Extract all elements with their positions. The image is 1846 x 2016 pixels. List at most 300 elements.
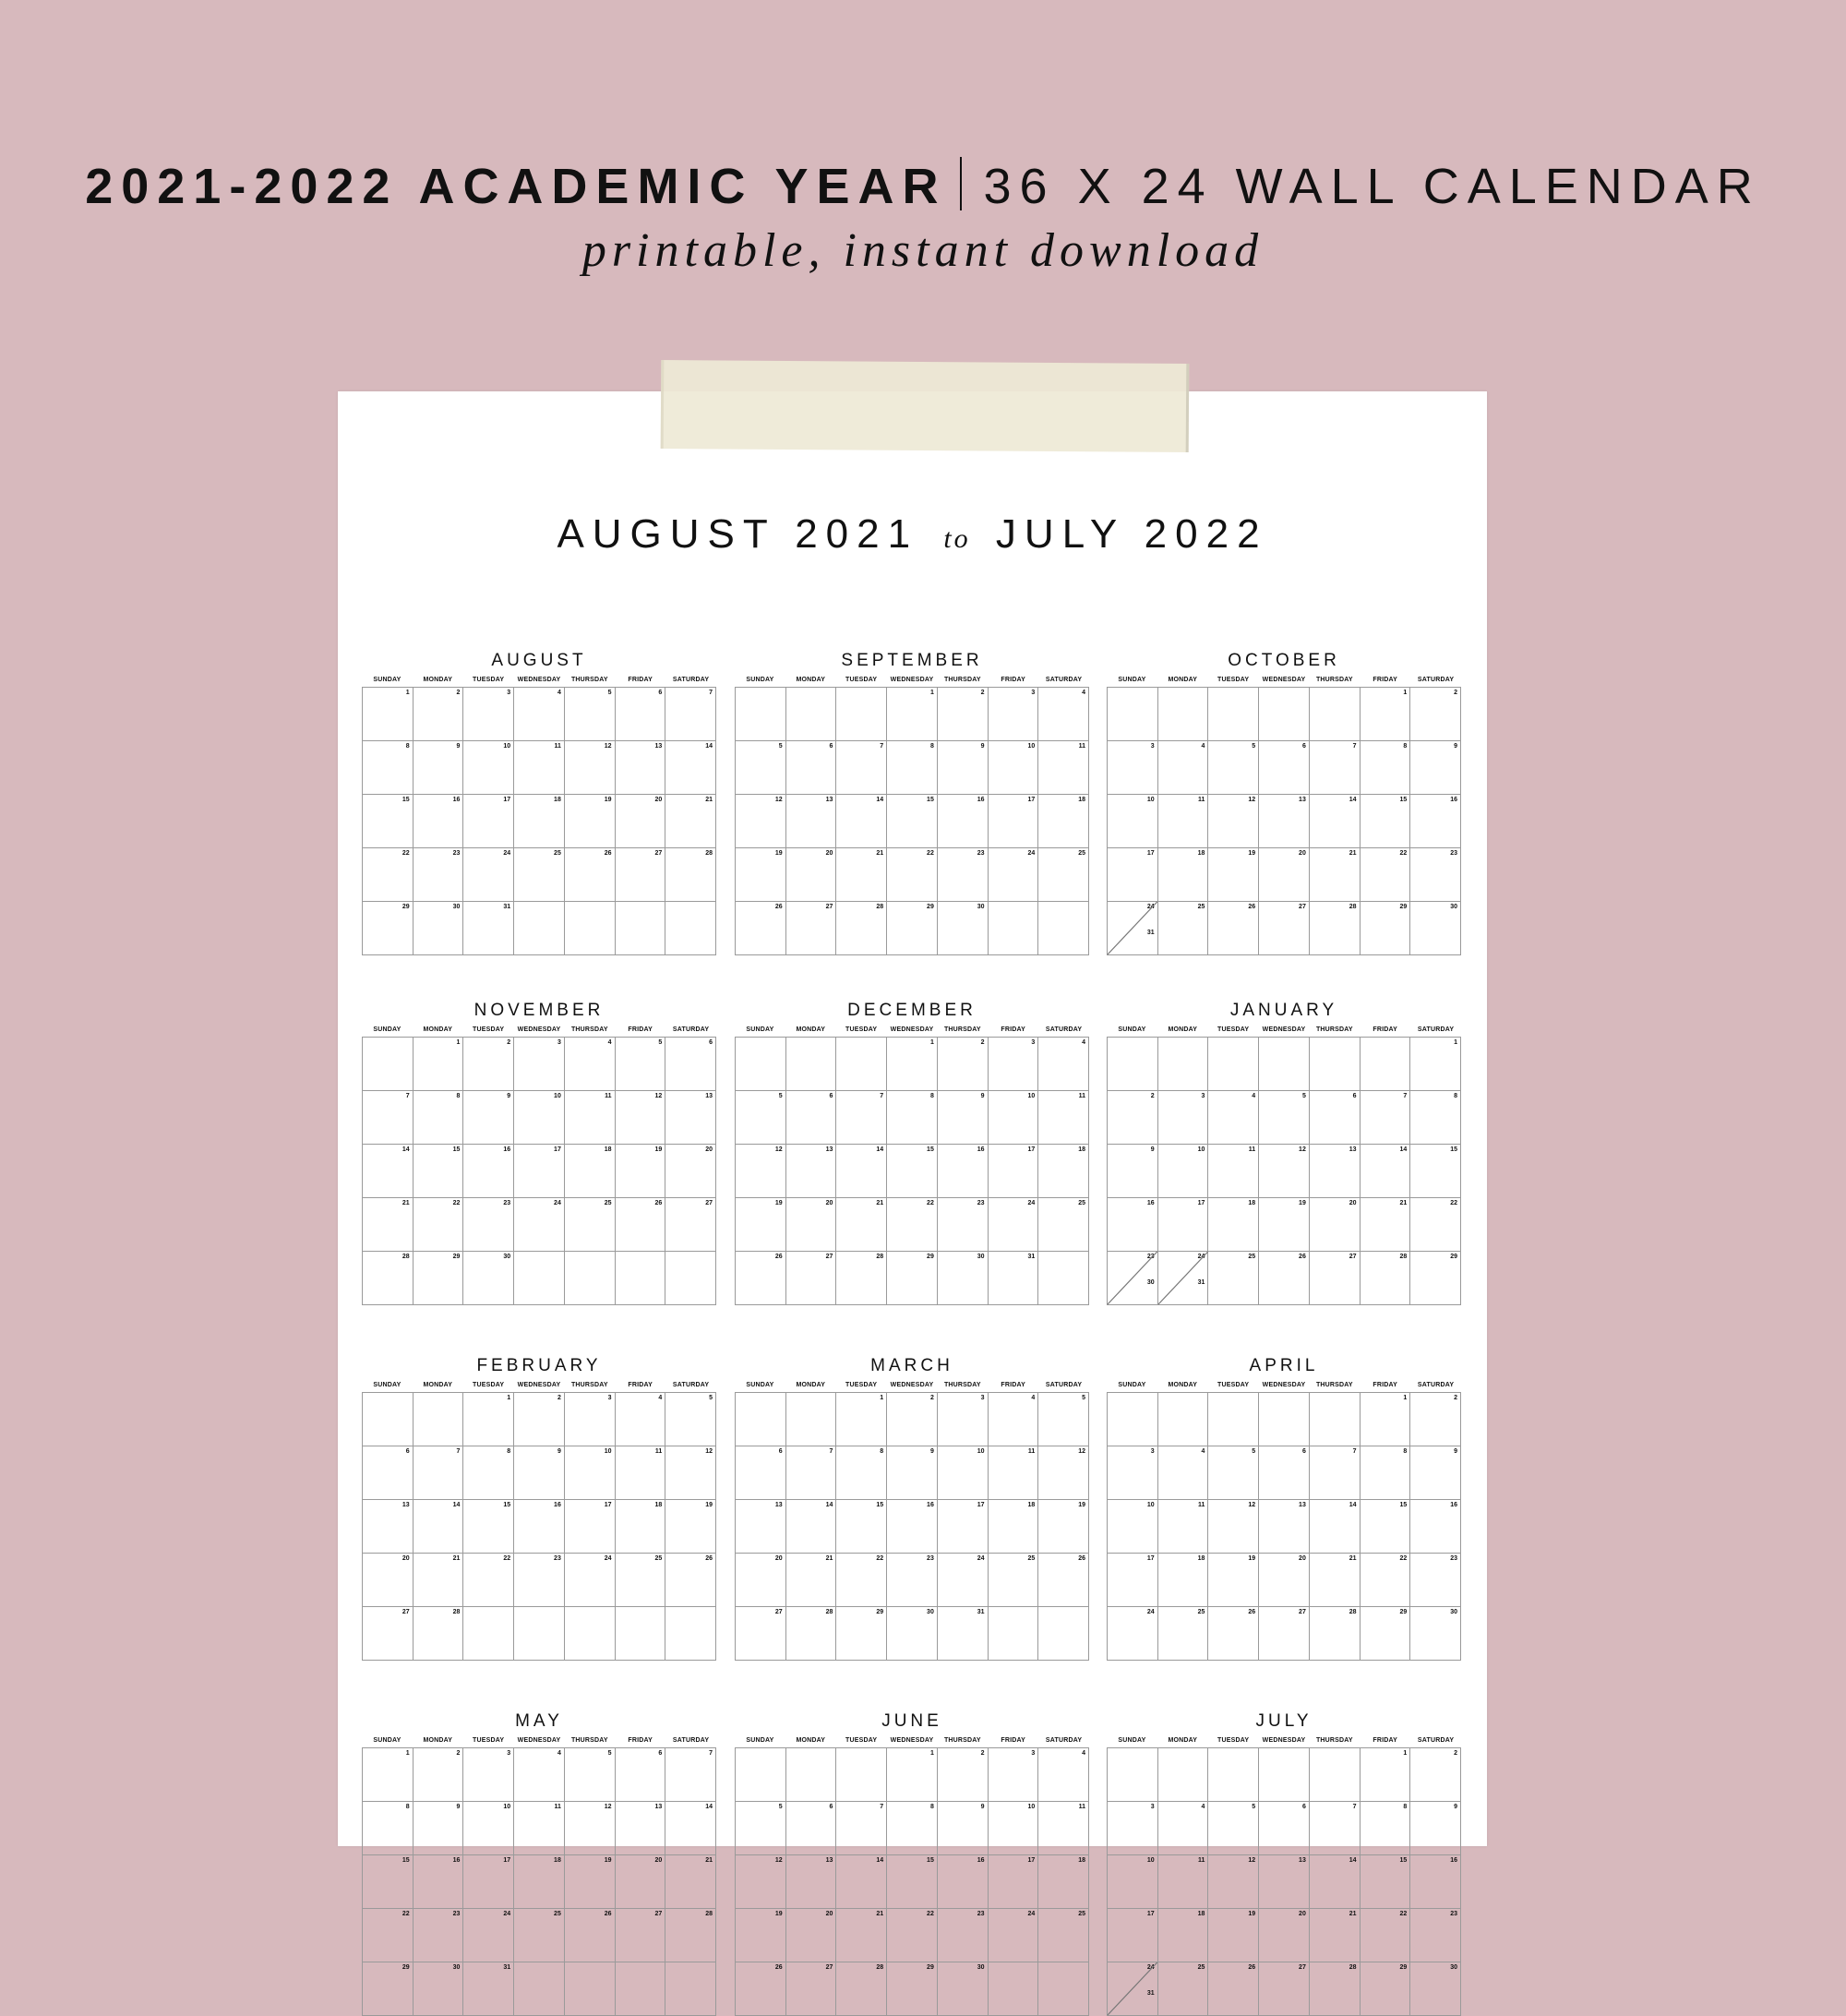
day-cell[interactable] [514,1198,565,1252]
day-cell[interactable] [1038,1802,1089,1855]
day-cell[interactable] [665,795,716,848]
day-cell[interactable] [616,795,666,848]
day-cell[interactable] [736,1909,786,1962]
day-cell[interactable] [463,1145,514,1198]
day-cell[interactable] [463,1748,514,1802]
day-cell[interactable] [887,1554,938,1607]
day-cell[interactable] [1259,848,1310,902]
day-cell[interactable] [1310,1500,1361,1554]
day-cell[interactable] [786,848,837,902]
day-cell[interactable] [565,902,616,955]
day-cell[interactable] [1310,1855,1361,1909]
day-cell[interactable] [363,688,414,741]
day-cell[interactable] [616,1393,666,1446]
day-cell[interactable] [736,1855,786,1909]
day-cell[interactable] [1108,1748,1158,1802]
day-cell[interactable] [414,1748,464,1802]
day-cell[interactable] [786,1607,837,1661]
day-cell[interactable] [938,1198,989,1252]
day-cell[interactable] [1410,848,1461,902]
day-cell[interactable] [736,1962,786,2016]
day-cell[interactable] [463,1855,514,1909]
day-cell[interactable] [665,1607,716,1661]
day-cell[interactable] [786,1252,837,1305]
day-cell[interactable] [363,1500,414,1554]
day-cell[interactable] [463,848,514,902]
day-cell[interactable] [1038,741,1089,795]
day-cell[interactable] [514,1446,565,1500]
day-cell[interactable] [786,1909,837,1962]
day-cell[interactable] [1208,1554,1259,1607]
day-cell[interactable] [363,741,414,795]
day-cell[interactable] [514,1855,565,1909]
day-cell[interactable] [363,1393,414,1446]
day-cell[interactable] [1208,1802,1259,1855]
day-cell[interactable] [1108,795,1158,848]
day-cell[interactable] [1310,1091,1361,1145]
day-cell[interactable] [887,1393,938,1446]
day-cell[interactable] [1038,1607,1089,1661]
day-cell[interactable] [1310,1802,1361,1855]
day-cell[interactable] [1259,1802,1310,1855]
day-cell[interactable] [1108,848,1158,902]
day-cell[interactable] [1310,741,1361,795]
day-cell[interactable] [836,741,887,795]
day-cell[interactable] [414,1252,464,1305]
day-cell[interactable] [989,848,1039,902]
day-cell[interactable] [836,1855,887,1909]
day-cell[interactable] [1038,1091,1089,1145]
day-cell[interactable] [989,1855,1039,1909]
day-cell[interactable] [1259,688,1310,741]
day-cell[interactable] [1259,1855,1310,1909]
day-cell[interactable] [463,1393,514,1446]
day-cell[interactable] [989,1909,1039,1962]
day-cell[interactable] [836,1091,887,1145]
day-cell[interactable] [989,1500,1039,1554]
day-cell[interactable] [938,1748,989,1802]
day-cell[interactable] [363,1091,414,1145]
day-cell[interactable] [414,1198,464,1252]
day-cell[interactable] [514,1038,565,1091]
day-cell[interactable] [363,1962,414,2016]
day-cell[interactable] [1108,902,1158,955]
day-cell[interactable] [616,1962,666,2016]
day-cell[interactable] [1259,1252,1310,1305]
day-cell[interactable] [1259,1748,1310,1802]
day-cell[interactable] [665,1145,716,1198]
day-cell[interactable] [887,1038,938,1091]
day-cell[interactable] [736,1446,786,1500]
day-cell[interactable] [565,741,616,795]
day-cell[interactable] [1208,688,1259,741]
day-cell[interactable] [786,1802,837,1855]
day-cell[interactable] [565,1091,616,1145]
day-cell[interactable] [736,1748,786,1802]
day-cell[interactable] [616,902,666,955]
day-cell[interactable] [616,1607,666,1661]
day-cell[interactable] [1410,902,1461,955]
day-cell[interactable] [616,848,666,902]
day-cell[interactable] [1038,1962,1089,2016]
day-cell[interactable] [565,1607,616,1661]
day-cell[interactable] [514,1607,565,1661]
day-cell[interactable] [1410,1802,1461,1855]
day-cell[interactable] [989,1748,1039,1802]
day-cell[interactable] [1310,1554,1361,1607]
day-cell[interactable] [665,1748,716,1802]
day-cell[interactable] [786,1446,837,1500]
day-cell[interactable] [938,1145,989,1198]
day-cell[interactable] [463,1198,514,1252]
day-cell[interactable] [1208,1962,1259,2016]
day-cell[interactable] [565,1748,616,1802]
day-cell[interactable] [836,1802,887,1855]
day-cell[interactable] [514,902,565,955]
day-cell[interactable] [1158,1091,1209,1145]
day-cell[interactable] [1361,848,1411,902]
day-cell[interactable] [665,1500,716,1554]
day-cell[interactable] [938,1252,989,1305]
day-cell[interactable] [363,902,414,955]
day-cell[interactable] [836,1607,887,1661]
day-cell[interactable] [836,848,887,902]
day-cell[interactable] [786,1500,837,1554]
day-cell[interactable] [1158,1500,1209,1554]
day-cell[interactable] [1259,1091,1310,1145]
day-cell[interactable] [1259,1446,1310,1500]
day-cell[interactable] [1038,1393,1089,1446]
day-cell[interactable] [1259,1038,1310,1091]
day-cell[interactable] [887,795,938,848]
day-cell[interactable] [565,1855,616,1909]
day-cell[interactable] [1038,1038,1089,1091]
day-cell[interactable] [887,741,938,795]
day-cell[interactable] [1361,1446,1411,1500]
day-cell[interactable] [1361,1038,1411,1091]
day-cell[interactable] [1410,1091,1461,1145]
day-cell[interactable] [887,1748,938,1802]
day-cell[interactable] [887,1446,938,1500]
day-cell[interactable] [1038,1909,1089,1962]
day-cell[interactable] [414,1962,464,2016]
day-cell[interactable] [887,1607,938,1661]
day-cell[interactable] [938,795,989,848]
day-cell[interactable] [565,795,616,848]
day-cell[interactable] [665,1198,716,1252]
day-cell[interactable] [414,1607,464,1661]
day-cell[interactable] [836,902,887,955]
day-cell[interactable] [1208,848,1259,902]
day-cell[interactable] [1038,1748,1089,1802]
day-cell[interactable] [989,1145,1039,1198]
day-cell[interactable] [1310,1393,1361,1446]
day-cell[interactable] [1410,1748,1461,1802]
day-cell[interactable] [616,1748,666,1802]
day-cell[interactable] [938,1500,989,1554]
day-cell[interactable] [1361,741,1411,795]
day-cell[interactable] [665,1252,716,1305]
day-cell[interactable] [786,1855,837,1909]
day-cell[interactable] [938,1091,989,1145]
day-cell[interactable] [1410,1500,1461,1554]
day-cell[interactable] [1361,1500,1411,1554]
day-cell[interactable] [665,688,716,741]
day-cell[interactable] [514,688,565,741]
day-cell[interactable] [1038,1198,1089,1252]
day-cell[interactable] [836,1748,887,1802]
day-cell[interactable] [514,1091,565,1145]
day-cell[interactable] [1310,688,1361,741]
day-cell[interactable] [414,902,464,955]
day-cell[interactable] [1361,795,1411,848]
day-cell[interactable] [1361,1607,1411,1661]
day-cell[interactable] [363,1554,414,1607]
day-cell[interactable] [616,1554,666,1607]
day-cell[interactable] [989,1252,1039,1305]
day-cell[interactable] [616,1909,666,1962]
day-cell[interactable] [1310,848,1361,902]
day-cell[interactable] [514,848,565,902]
day-cell[interactable] [887,1500,938,1554]
day-cell[interactable] [616,688,666,741]
day-cell[interactable] [616,1446,666,1500]
day-cell[interactable] [836,1145,887,1198]
day-cell[interactable] [736,1252,786,1305]
day-cell[interactable] [1108,1393,1158,1446]
day-cell[interactable] [1208,1252,1259,1305]
day-cell[interactable] [463,1038,514,1091]
day-cell[interactable] [1108,1252,1158,1305]
day-cell[interactable] [1108,1091,1158,1145]
day-cell[interactable] [463,688,514,741]
day-cell[interactable] [665,1855,716,1909]
day-cell[interactable] [565,848,616,902]
day-cell[interactable] [887,1802,938,1855]
day-cell[interactable] [1038,848,1089,902]
day-cell[interactable] [565,1038,616,1091]
day-cell[interactable] [414,1091,464,1145]
day-cell[interactable] [565,1252,616,1305]
day-cell[interactable] [989,741,1039,795]
day-cell[interactable] [1158,1748,1209,1802]
day-cell[interactable] [1108,1038,1158,1091]
day-cell[interactable] [836,1554,887,1607]
day-cell[interactable] [736,1091,786,1145]
day-cell[interactable] [414,741,464,795]
day-cell[interactable] [836,1446,887,1500]
day-cell[interactable] [1259,1393,1310,1446]
day-cell[interactable] [989,1091,1039,1145]
day-cell[interactable] [1108,1145,1158,1198]
day-cell[interactable] [887,1091,938,1145]
day-cell[interactable] [1410,795,1461,848]
day-cell[interactable] [1259,1145,1310,1198]
day-cell[interactable] [565,688,616,741]
day-cell[interactable] [1310,1909,1361,1962]
day-cell[interactable] [1038,1500,1089,1554]
day-cell[interactable] [938,1607,989,1661]
day-cell[interactable] [1259,1198,1310,1252]
day-cell[interactable] [836,1393,887,1446]
day-cell[interactable] [363,1198,414,1252]
day-cell[interactable] [1259,1909,1310,1962]
day-cell[interactable] [1361,1855,1411,1909]
day-cell[interactable] [565,1962,616,2016]
day-cell[interactable] [887,848,938,902]
day-cell[interactable] [836,1252,887,1305]
day-cell[interactable] [514,1802,565,1855]
day-cell[interactable] [736,688,786,741]
day-cell[interactable] [1410,1393,1461,1446]
day-cell[interactable] [1361,1393,1411,1446]
day-cell[interactable] [1158,795,1209,848]
day-cell[interactable] [463,1500,514,1554]
day-cell[interactable] [786,1038,837,1091]
day-cell[interactable] [786,795,837,848]
day-cell[interactable] [1158,1145,1209,1198]
day-cell[interactable] [514,1909,565,1962]
day-cell[interactable] [363,1748,414,1802]
day-cell[interactable] [363,795,414,848]
day-cell[interactable] [786,1554,837,1607]
day-cell[interactable] [665,1393,716,1446]
day-cell[interactable] [565,1909,616,1962]
day-cell[interactable] [786,1145,837,1198]
day-cell[interactable] [1410,1145,1461,1198]
day-cell[interactable] [414,1802,464,1855]
day-cell[interactable] [1259,741,1310,795]
day-cell[interactable] [1410,1607,1461,1661]
day-cell[interactable] [887,902,938,955]
day-cell[interactable] [363,848,414,902]
day-cell[interactable] [414,1855,464,1909]
day-cell[interactable] [665,1909,716,1962]
day-cell[interactable] [1208,1038,1259,1091]
day-cell[interactable] [1208,795,1259,848]
day-cell[interactable] [1108,1802,1158,1855]
day-cell[interactable] [1158,1198,1209,1252]
day-cell[interactable] [1259,902,1310,955]
day-cell[interactable] [1361,1748,1411,1802]
day-cell[interactable] [414,848,464,902]
day-cell[interactable] [463,1554,514,1607]
day-cell[interactable] [1158,1393,1209,1446]
day-cell[interactable] [514,1252,565,1305]
day-cell[interactable] [989,1607,1039,1661]
day-cell[interactable] [616,1802,666,1855]
day-cell[interactable] [414,1038,464,1091]
day-cell[interactable] [989,688,1039,741]
day-cell[interactable] [1259,1500,1310,1554]
day-cell[interactable] [836,1500,887,1554]
day-cell[interactable] [514,1748,565,1802]
day-cell[interactable] [989,1393,1039,1446]
day-cell[interactable] [616,1252,666,1305]
day-cell[interactable] [665,741,716,795]
day-cell[interactable] [665,1802,716,1855]
day-cell[interactable] [1158,1855,1209,1909]
day-cell[interactable] [1410,1554,1461,1607]
day-cell[interactable] [1208,1500,1259,1554]
day-cell[interactable] [363,1909,414,1962]
day-cell[interactable] [1310,1252,1361,1305]
day-cell[interactable] [1410,1038,1461,1091]
day-cell[interactable] [463,1252,514,1305]
day-cell[interactable] [514,795,565,848]
day-cell[interactable] [1158,848,1209,902]
day-cell[interactable] [938,688,989,741]
day-cell[interactable] [989,1802,1039,1855]
day-cell[interactable] [1310,795,1361,848]
day-cell[interactable] [836,1198,887,1252]
day-cell[interactable] [989,1446,1039,1500]
day-cell[interactable] [736,741,786,795]
day-cell[interactable] [414,1446,464,1500]
day-cell[interactable] [514,1554,565,1607]
day-cell[interactable] [1208,1091,1259,1145]
day-cell[interactable] [1259,795,1310,848]
day-cell[interactable] [463,1802,514,1855]
day-cell[interactable] [736,1145,786,1198]
day-cell[interactable] [836,688,887,741]
day-cell[interactable] [1208,1446,1259,1500]
day-cell[interactable] [1158,1554,1209,1607]
day-cell[interactable] [1158,1962,1209,2016]
day-cell[interactable] [363,1145,414,1198]
day-cell[interactable] [989,1198,1039,1252]
day-cell[interactable] [1108,1855,1158,1909]
day-cell[interactable] [938,902,989,955]
day-cell[interactable] [665,902,716,955]
day-cell[interactable] [786,1091,837,1145]
day-cell[interactable] [786,1393,837,1446]
day-cell[interactable] [1038,1554,1089,1607]
day-cell[interactable] [989,902,1039,955]
day-cell[interactable] [463,1607,514,1661]
day-cell[interactable] [938,1393,989,1446]
day-cell[interactable] [665,1038,716,1091]
day-cell[interactable] [1108,1607,1158,1661]
day-cell[interactable] [1038,1145,1089,1198]
day-cell[interactable] [1208,1198,1259,1252]
day-cell[interactable] [736,1500,786,1554]
day-cell[interactable] [736,848,786,902]
day-cell[interactable] [363,1607,414,1661]
day-cell[interactable] [616,1855,666,1909]
day-cell[interactable] [786,1748,837,1802]
day-cell[interactable] [1108,1198,1158,1252]
day-cell[interactable] [1361,1198,1411,1252]
day-cell[interactable] [514,1145,565,1198]
day-cell[interactable] [616,1091,666,1145]
day-cell[interactable] [786,1198,837,1252]
day-cell[interactable] [1410,688,1461,741]
day-cell[interactable] [414,1554,464,1607]
day-cell[interactable] [463,741,514,795]
day-cell[interactable] [989,1554,1039,1607]
day-cell[interactable] [616,741,666,795]
day-cell[interactable] [786,1962,837,2016]
day-cell[interactable] [1108,1554,1158,1607]
day-cell[interactable] [414,688,464,741]
day-cell[interactable] [938,741,989,795]
day-cell[interactable] [736,1038,786,1091]
day-cell[interactable] [363,1252,414,1305]
day-cell[interactable] [1158,902,1209,955]
day-cell[interactable] [938,1554,989,1607]
day-cell[interactable] [463,1091,514,1145]
